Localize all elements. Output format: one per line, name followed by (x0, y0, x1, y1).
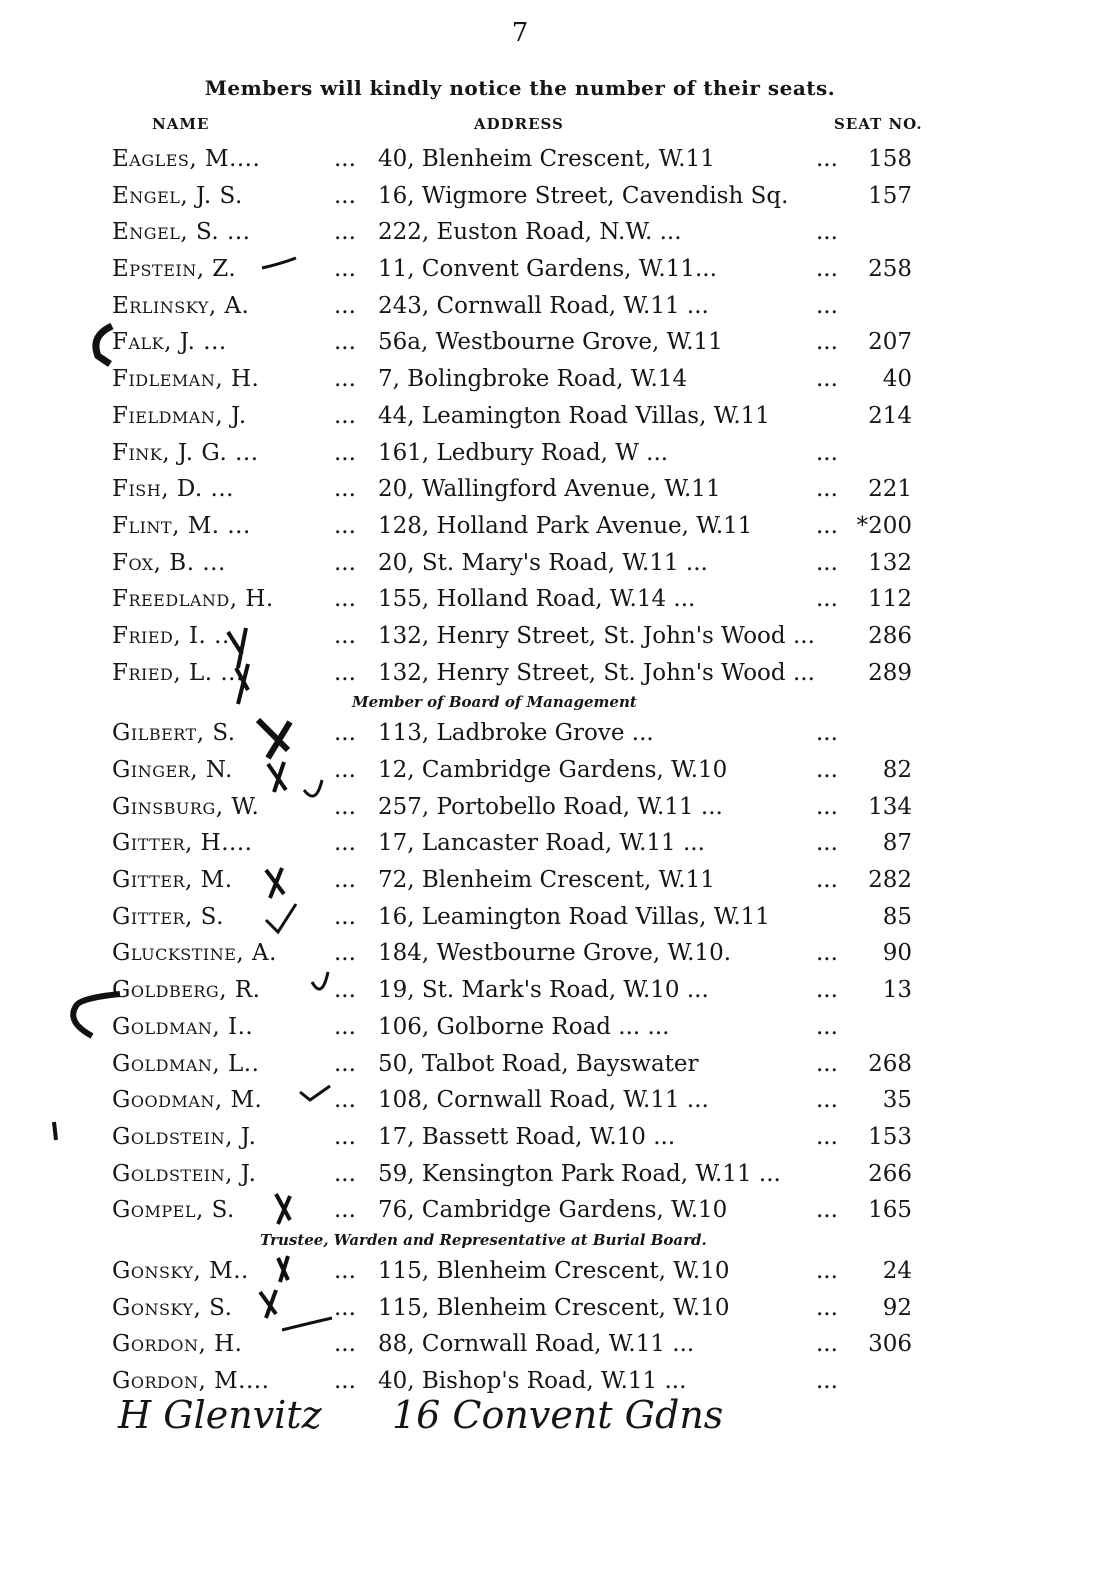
member-row (0, 398, 1100, 435)
leader-dots: ... (334, 476, 356, 503)
leader-dots: ... (816, 146, 838, 172)
member-name: Freedland, H. (112, 586, 274, 613)
member-name: Goldstein, J. (112, 1123, 257, 1150)
member-address: 113, Ladbroke Grove ... (378, 720, 654, 747)
leader-dots: ... (334, 1257, 356, 1284)
leader-dots: ... (816, 757, 838, 783)
seat-number: 207 (868, 329, 912, 356)
member-row (0, 1046, 1100, 1083)
leader-dots: ... (334, 757, 356, 783)
member-name: Gordon, M.... (112, 1368, 270, 1394)
seat-notice: Members will kindly notice the number of their seats. (204, 76, 836, 100)
leader-dots: ... (334, 1087, 356, 1114)
seat-number: 85 (882, 903, 912, 930)
leader-dots: ... (334, 586, 356, 613)
member-row (0, 178, 1100, 215)
member-name: Goldstein, J. (112, 1160, 257, 1187)
seat-number: 82 (882, 757, 912, 783)
seat-number: 87 (882, 830, 912, 857)
leader-dots: ... (334, 329, 356, 356)
member-row (0, 214, 1100, 251)
leader-dots: ... (816, 830, 838, 857)
member-address: 161, Ledbury Road, W ... (378, 439, 669, 466)
member-name: Gonsky, S. (112, 1294, 233, 1321)
member-address: 115, Blenheim Crescent, W.10 (378, 1294, 730, 1321)
member-row (0, 1082, 1100, 1119)
leader-dots: ... (816, 256, 838, 283)
member-row (0, 361, 1100, 398)
member-row (0, 1156, 1100, 1193)
member-row (0, 935, 1100, 972)
member-address: 257, Portobello Road, W.11 ... (378, 793, 723, 820)
member-address: 88, Cornwall Road, W.11 ... (378, 1331, 695, 1358)
leader-dots: ... (334, 549, 356, 576)
leader-dots: ... (816, 867, 838, 894)
member-address: 20, Wallingford Avenue, W.11 (378, 476, 721, 503)
member-name: Falk, J. ... (112, 329, 227, 356)
column-header-address: ADDRESS (474, 115, 564, 133)
leader-dots: ... (816, 439, 838, 466)
member-address: 12, Cambridge Gardens, W.10 (378, 757, 728, 783)
leader-dots: ... (334, 867, 356, 894)
member-name: Fieldman, J. (112, 402, 247, 429)
leader-dots: ... (816, 1123, 838, 1150)
leader-dots: ... (334, 146, 356, 172)
member-address: 59, Kensington Park Road, W.11 ... (378, 1160, 781, 1187)
seat-number: 134 (868, 793, 912, 820)
seat-number: 221 (868, 476, 912, 503)
member-row (0, 251, 1100, 288)
member-address: 17, Bassett Road, W.10 ... (378, 1123, 676, 1150)
leader-dots: ... (334, 1294, 356, 1321)
seat-number: 40 (882, 366, 912, 393)
member-name: Gitter, S. (112, 903, 224, 930)
leader-dots: ... (816, 512, 838, 539)
seat-number: 153 (868, 1123, 912, 1150)
leader-dots: ... (334, 1368, 356, 1394)
member-address: 56a, Westbourne Grove, W.11 (378, 329, 723, 356)
seat-number: 289 (868, 659, 912, 686)
seat-number: 92 (882, 1294, 912, 1321)
member-name: Eagles, M.... (112, 146, 261, 172)
member-address: 222, Euston Road, N.W. ... (378, 219, 682, 246)
member-address: 11, Convent Gardens, W.11... (378, 256, 717, 283)
member-row (0, 435, 1100, 472)
member-row (0, 545, 1100, 582)
seat-number: 214 (868, 402, 912, 429)
member-address: 128, Holland Park Avenue, W.11 (378, 512, 753, 539)
leader-dots: ... (334, 182, 356, 209)
member-row (0, 288, 1100, 325)
seat-number: 266 (868, 1160, 912, 1187)
member-address: 50, Talbot Road, Bayswater (378, 1050, 699, 1077)
member-name: Flint, M. ... (112, 512, 251, 539)
member-list (0, 141, 1100, 1400)
leader-dots: ... (816, 1197, 838, 1224)
member-name: Gluckstine, A. (112, 940, 277, 967)
member-row (0, 972, 1100, 1009)
member-name: Gilbert, S. (112, 720, 236, 747)
leader-dots: ... (816, 720, 838, 747)
leader-dots: ... (816, 1087, 838, 1114)
seat-number: 268 (868, 1050, 912, 1077)
member-name: Gonsky, M.. (112, 1257, 249, 1284)
seat-number: 112 (868, 586, 912, 613)
seat-number: 132 (868, 549, 912, 576)
leader-dots: ... (334, 1331, 356, 1358)
member-name: Goldman, L.. (112, 1050, 260, 1077)
leader-dots: ... (334, 439, 356, 466)
member-name: Engel, J. S. (112, 182, 243, 209)
member-row (0, 789, 1100, 826)
leader-dots: ... (816, 292, 838, 319)
seat-number: 165 (868, 1197, 912, 1224)
leader-dots: ... (816, 793, 838, 820)
member-name: Goldman, I.. (112, 1013, 254, 1040)
member-address: 40, Bishop's Road, W.11 ... (378, 1368, 687, 1394)
member-name: Goldberg, R. (112, 977, 261, 1004)
seat-number: 258 (868, 256, 912, 283)
leader-dots: ... (334, 622, 356, 649)
leader-dots: ... (816, 366, 838, 393)
leader-dots: ... (816, 1368, 838, 1394)
member-name: Engel, S. ... (112, 219, 251, 246)
column-header-name: NAME (152, 115, 210, 133)
member-address: 16, Wigmore Street, Cavendish Sq. (378, 182, 789, 209)
leader-dots: ... (334, 720, 356, 747)
leader-dots: ... (816, 1013, 838, 1040)
seat-number: 158 (868, 146, 912, 172)
member-row (0, 862, 1100, 899)
member-row (0, 508, 1100, 545)
leader-dots: ... (816, 549, 838, 576)
leader-dots: ... (334, 402, 356, 429)
leader-dots: ... (816, 940, 838, 967)
member-name: Fink, J. G. ... (112, 439, 259, 466)
seat-number: 286 (868, 622, 912, 649)
leader-dots: ... (816, 219, 838, 246)
member-name: Fidleman, H. (112, 366, 260, 393)
member-row (0, 899, 1100, 936)
leader-dots: ... (334, 292, 356, 319)
leader-dots: ... (816, 977, 838, 1004)
member-address: 40, Blenheim Crescent, W.11 (378, 146, 715, 172)
member-row (0, 1253, 1100, 1290)
member-name: Fried, I. ... (112, 622, 238, 649)
member-name: Gordon, H. (112, 1331, 243, 1358)
member-row (0, 1290, 1100, 1327)
handwritten-address: 16 Convent Gdns (392, 1393, 724, 1437)
member-address: 132, Henry Street, St. John's Wood ... (378, 622, 815, 649)
member-row (0, 618, 1100, 655)
seat-number: 306 (868, 1331, 912, 1358)
member-row (0, 1009, 1100, 1046)
seat-number: *200 (856, 512, 912, 539)
member-row (0, 752, 1100, 789)
leader-dots: ... (334, 1013, 356, 1040)
member-row (0, 1326, 1100, 1363)
note-text: Trustee, Warden and Representative at Burial Board. (260, 1230, 707, 1249)
member-row (0, 1192, 1100, 1229)
leader-dots: ... (334, 977, 356, 1004)
member-row (0, 581, 1100, 618)
member-address: 132, Henry Street, St. John's Wood ... (378, 659, 815, 686)
seat-number: 24 (882, 1257, 912, 1284)
member-address: 155, Holland Road, W.14 ... (378, 586, 696, 613)
member-row (0, 324, 1100, 361)
member-address: 115, Blenheim Crescent, W.10 (378, 1257, 730, 1284)
seat-number: 282 (868, 867, 912, 894)
seat-number: 35 (882, 1087, 912, 1114)
member-row (0, 655, 1100, 692)
leader-dots: ... (816, 1050, 838, 1077)
member-name: Fish, D. ... (112, 476, 234, 503)
member-row (0, 825, 1100, 862)
member-address: 72, Blenheim Crescent, W.11 (378, 867, 715, 894)
seat-number: 13 (882, 977, 912, 1004)
member-address: 184, Westbourne Grove, W.10. (378, 940, 732, 967)
member-name: Gitter, M. (112, 867, 233, 894)
leader-dots: ... (334, 659, 356, 686)
member-address: 108, Cornwall Road, W.11 ... (378, 1087, 709, 1114)
member-name: Goodman, M. (112, 1087, 263, 1114)
member-name: Ginger, N. (112, 757, 233, 783)
leader-dots: ... (816, 1257, 838, 1284)
leader-dots: ... (334, 366, 356, 393)
member-row (0, 471, 1100, 508)
note-text: Member of Board of Management (352, 693, 637, 712)
member-row (0, 1119, 1100, 1156)
member-address: 7, Bolingbroke Road, W.14 (378, 366, 688, 393)
member-address: 16, Leamington Road Villas, W.11 (378, 903, 770, 930)
leader-dots: ... (334, 1050, 356, 1077)
leader-dots: ... (816, 586, 838, 613)
leader-dots: ... (334, 1123, 356, 1150)
member-name: Erlinsky, A. (112, 292, 250, 319)
leader-dots: ... (334, 903, 356, 930)
note-line (0, 691, 1100, 715)
page-number: 7 (511, 18, 529, 48)
member-address: 243, Cornwall Road, W.11 ... (378, 292, 709, 319)
member-name: Epstein, Z. (112, 256, 237, 283)
leader-dots: ... (334, 219, 356, 246)
leader-dots: ... (334, 940, 356, 967)
note-line (0, 1229, 1100, 1253)
leader-dots: ... (816, 1331, 838, 1358)
column-header-seat: SEAT NO. (834, 115, 923, 133)
member-address: 76, Cambridge Gardens, W.10 (378, 1197, 728, 1224)
leader-dots: ... (334, 512, 356, 539)
member-name: Ginsburg, W. (112, 793, 260, 820)
member-name: Fried, L. ... (112, 659, 244, 686)
leader-dots: ... (334, 1160, 356, 1187)
leader-dots: ... (816, 329, 838, 356)
seat-number: 90 (882, 940, 912, 967)
leader-dots: ... (816, 476, 838, 503)
leader-dots: ... (334, 830, 356, 857)
member-row (0, 141, 1100, 178)
leader-dots: ... (334, 1197, 356, 1224)
leader-dots: ... (816, 1294, 838, 1321)
leader-dots: ... (334, 793, 356, 820)
seat-number: 157 (868, 182, 912, 209)
member-address: 17, Lancaster Road, W.11 ... (378, 830, 705, 857)
member-address: 106, Golborne Road ... ... (378, 1013, 670, 1040)
member-address: 20, St. Mary's Road, W.11 ... (378, 549, 708, 576)
member-name: Gompel, S. (112, 1197, 235, 1224)
handwritten-name: H Glenvitz (118, 1393, 322, 1437)
member-row (0, 715, 1100, 752)
member-address: 44, Leamington Road Villas, W.11 (378, 402, 770, 429)
leader-dots: ... (334, 256, 356, 283)
member-name: Gitter, H.... (112, 830, 253, 857)
member-name: Fox, B. ... (112, 549, 226, 576)
member-address: 19, St. Mark's Road, W.10 ... (378, 977, 709, 1004)
